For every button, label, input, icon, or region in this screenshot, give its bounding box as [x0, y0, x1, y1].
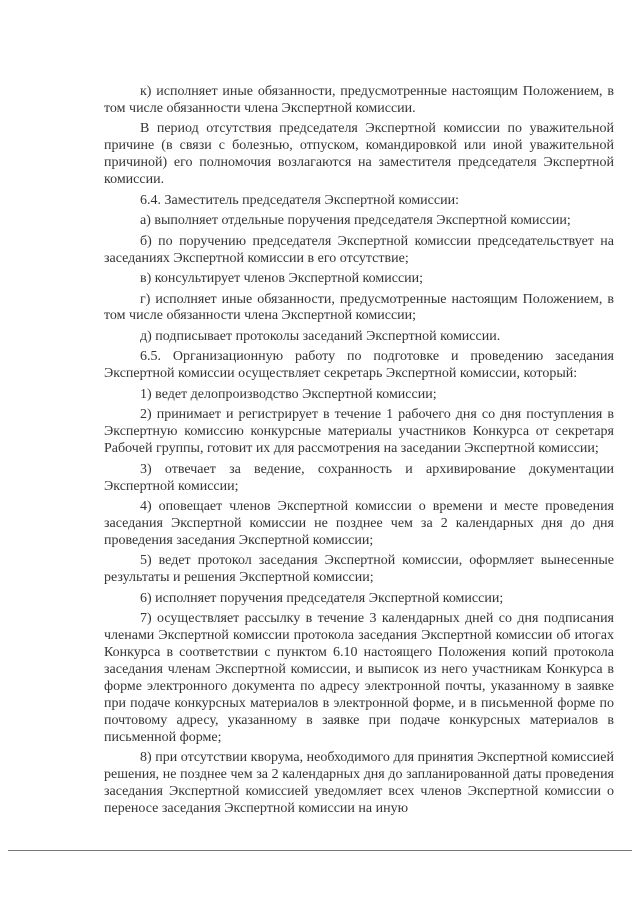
document-body [104, 84, 614, 821]
paragraph-6-5-6: 6) исполняет поручения председателя Экспертной комиссии; [140, 590, 504, 606]
paragraph-chair-absence: В период отсутствия председателя Экспертной комиссии по уважительной причине (в связи с болезнью, отпуском, командировкой или иной уважительной причиной) его полномочия возлагаются на заместителя председателя Экспертной комиссии. [104, 121, 614, 188]
paragraph-6-4-v: в) консультирует членов Экспертной комиссии; [140, 271, 424, 287]
paragraph-6-5-1: 1) ведет делопроизводство Экспертной комиссии; [140, 386, 437, 402]
paragraph-6-4-d: д) подписывает протоколы заседаний Экспертной комиссии. [140, 328, 501, 344]
paragraph-6-5-5: 5) ведет протокол заседания Экспертной комиссии, оформляет вынесенные результаты и решения Экспертной комиссии; [104, 553, 614, 586]
paragraph-6-4-b: б) по поручению председателя Экспертной комиссии председательствует на заседаниях Экспертной комиссии в его отсутствие; [104, 233, 614, 266]
paragraph-6-4-a: а) выполняет отдельные поручения председателя Экспертной комиссии; [140, 213, 571, 229]
paragraph-6-5-2: 2) принимает и регистрирует в течение 1 рабочего дня со дня поступления в Экспертную комиссию конкурсные материалы участников Конкурса от секретаря Рабочей группы, готовит их для рассмотрения на заседании Экспертной комиссии; [104, 407, 614, 457]
paragraph-6-5-3: 3) отвечает за ведение, сохранность и архивирование документации Экспертной комиссии; [104, 461, 614, 494]
paragraph-6-5-4: 4) оповещает членов Экспертной комиссии о времени и месте проведения заседания Экспертной комиссии не позднее чем за 2 календарных дня до дня проведения заседания Экспертной комиссии; [104, 499, 614, 548]
paragraph-6-4-g: г) исполняет иные обязанности, предусмотренные настоящим Положением, в том числе обязанности члена Экспертной комиссии; [104, 291, 614, 324]
paragraph-6-5-heading: 6.5. Организационную работу по подготовке и проведению заседания Экспертной комиссии осуществляет секретарь Экспертной комиссии, который: [104, 349, 614, 382]
paragraph-6-5-7: 7) осуществляет рассылку в течение 3 календарных дней со дня подписания членами Экспертной комиссии протокола заседания Экспертной комиссии об итогах Конкурса в соответствии с пунктом 6.10 настоящего Положения копий протокола заседания членам Экспертной комиссии, и выписок из него участникам Конкурса в форме электронного документа по адресу электронной почты, указанному в заявке при подаче конкурсных материалов в электронной форме, и в письменной форме по почтовому адресу, указанному в заявке при подаче конкурсных материалов в письменной форме; [104, 611, 614, 745]
page-bottom-rule [8, 850, 632, 851]
paragraph-6-4-heading: 6.4. Заместитель председателя Экспертной комиссии: [140, 192, 459, 208]
paragraph-k-other-duties: к) исполняет иные обязанности, предусмотренные настоящим Положением, в том числе обязанности члена Экспертной комиссии. [104, 84, 614, 116]
paragraph-6-5-8: 8) при отсутствии кворума, необходимого для принятия Экспертной комиссией решения, не позднее чем за 2 календарных дня до запланированной даты проведения заседания Экспертной комиссией уведомляет всех членов Экспертной комиссии о переносе заседания Экспертной комиссии на иную [104, 750, 614, 816]
